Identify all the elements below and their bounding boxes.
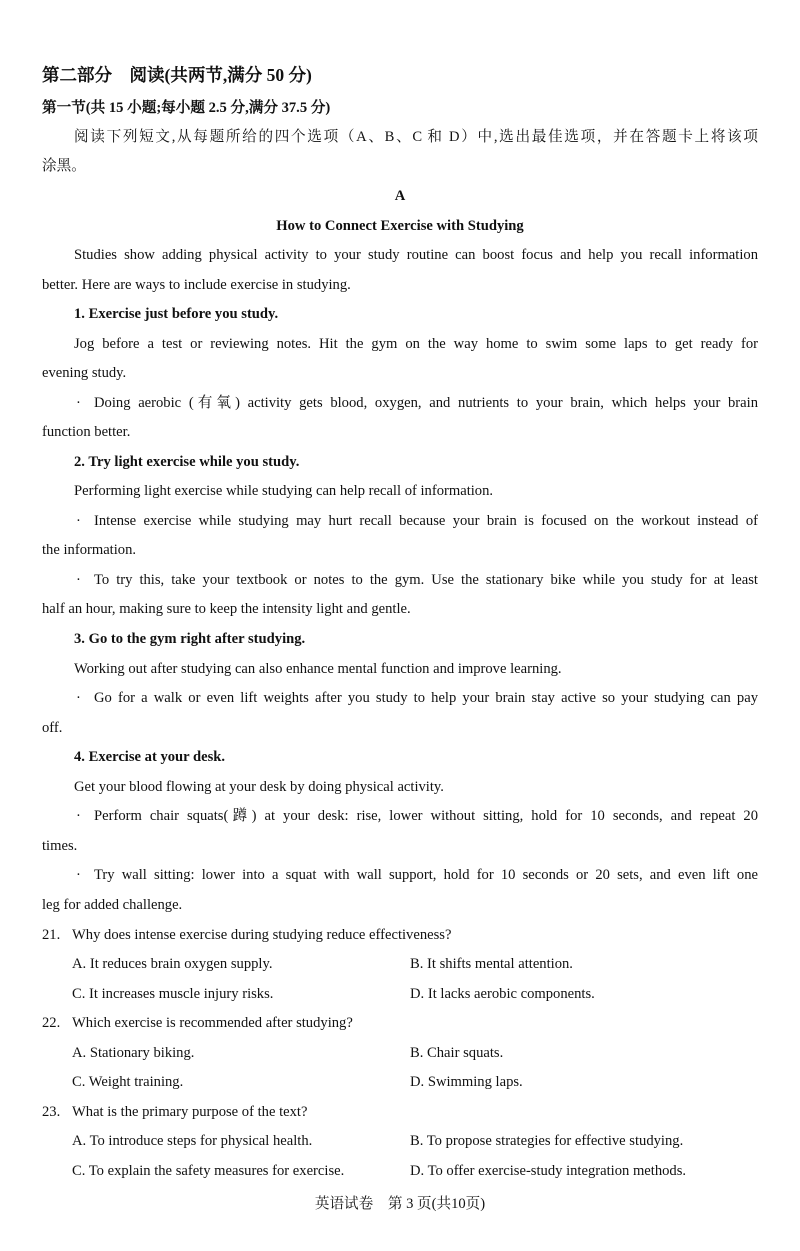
bullet-text: Try wall sitting: lower into a squat with wall support, hold for 10 seconds or 20 sets, and even lift one xyxy=(94,867,758,883)
passage-title: How to Connect Exercise with Studying xyxy=(276,218,524,234)
bullet-text-cont: off. xyxy=(42,720,63,736)
passage-label: A xyxy=(394,188,406,204)
option-b: B. Chair squats. xyxy=(410,1045,504,1061)
bullet-marker: · xyxy=(76,572,81,588)
section-heading: 3. Go to the gym right after studying. xyxy=(74,631,306,647)
bullet-item xyxy=(76,570,758,590)
bullet-text-cont: leg for added challenge. xyxy=(42,897,183,913)
option-a: A. Stationary biking. xyxy=(72,1045,195,1061)
question-text: Which exercise is recommended after studying? xyxy=(72,1015,353,1031)
paragraph-line: Performing light exercise while studying can help recall of information. xyxy=(74,483,494,499)
option-d: D. To offer exercise-study integration methods. xyxy=(410,1163,687,1179)
bullet-text: To try this, take your textbook or notes to the gym. Use the stationary bike while you study for at least xyxy=(94,572,758,588)
bullet-item xyxy=(76,865,758,885)
bullet-marker: · xyxy=(76,513,81,529)
bullet-marker: · xyxy=(76,808,81,824)
bullet-text-cont: the information. xyxy=(42,542,137,558)
section-heading: 2. Try light exercise while you study. xyxy=(74,454,300,470)
paragraph-line: Jog before a test or reviewing notes. Hit the gym on the way home to swim some laps to get ready for xyxy=(74,336,758,352)
question-23 xyxy=(42,1102,307,1122)
option-b: B. To propose strategies for effective studying. xyxy=(410,1133,684,1149)
question-number: 22. xyxy=(42,1015,61,1031)
question-21 xyxy=(42,925,451,945)
bullet-text: Go for a walk or even lift weights after you study to help your brain stay active so your studying can pay xyxy=(94,690,758,706)
intro-line-1: Studies show adding physical activity to your study routine can boost focus and help you recall information xyxy=(74,247,758,263)
instructions-line-2: 涂黑。 xyxy=(42,158,86,174)
paragraph-line: evening study. xyxy=(42,365,127,381)
bullet-marker: · xyxy=(76,867,81,883)
bullet-text: Doing aerobic (有氧) activity gets blood, oxygen, and nutrients to your brain, which helps your brain xyxy=(94,395,758,411)
question-number: 23. xyxy=(42,1104,61,1120)
option-c: C. Weight training. xyxy=(72,1074,184,1090)
bullet-text: Perform chair squats(蹲) at your desk: rise, lower without sitting, hold for 10 seconds, and repeat 20 xyxy=(94,808,758,824)
instructions-line-1: 阅读下列短文,从每题所给的四个选项（A、B、C 和 D）中,选出最佳选项，并在答题卡上将该项 xyxy=(74,129,758,145)
part-title: 第二部分 阅读(共两节,满分 50 分) xyxy=(42,65,312,85)
page-footer: 英语试卷 第 3 页(共10页) xyxy=(314,1196,486,1212)
bullet-item xyxy=(76,511,758,531)
option-a: A. It reduces brain oxygen supply. xyxy=(72,956,273,972)
option-a: A. To introduce steps for physical health. xyxy=(72,1133,313,1149)
question-text: What is the primary purpose of the text? xyxy=(72,1104,308,1120)
bullet-text-cont: times. xyxy=(42,838,78,854)
option-c: C. To explain the safety measures for exercise. xyxy=(72,1163,345,1179)
section-heading: 1. Exercise just before you study. xyxy=(74,306,279,322)
paragraph-line: Get your blood flowing at your desk by doing physical activity. xyxy=(74,779,444,795)
question-22 xyxy=(42,1013,353,1033)
paragraph-line: Working out after studying can also enhance mental function and improve learning. xyxy=(74,661,562,677)
question-number: 21. xyxy=(42,927,61,943)
option-d: D. Swimming laps. xyxy=(410,1074,523,1090)
bullet-item xyxy=(76,806,758,826)
bullet-text-cont: half an hour, making sure to keep the intensity light and gentle. xyxy=(42,601,411,617)
bullet-text: Intense exercise while studying may hurt recall because your brain is focused on the workout instead of xyxy=(94,513,758,529)
intro-line-2: better. Here are ways to include exercise in studying. xyxy=(42,277,351,293)
bullet-marker: · xyxy=(76,395,81,411)
bullet-item xyxy=(76,393,758,413)
option-b: B. It shifts mental attention. xyxy=(410,956,573,972)
bullet-text-cont: function better. xyxy=(42,424,131,440)
section-title: 第一节(共 15 小题;每小题 2.5 分,满分 37.5 分) xyxy=(42,100,331,116)
bullet-item xyxy=(76,688,758,708)
bullet-marker: · xyxy=(76,690,81,706)
option-d: D. It lacks aerobic components. xyxy=(410,986,595,1002)
option-c: C. It increases muscle injury risks. xyxy=(72,986,274,1002)
section-heading: 4. Exercise at your desk. xyxy=(74,749,226,765)
question-text: Why does intense exercise during studying reduce effectiveness? xyxy=(72,927,452,943)
